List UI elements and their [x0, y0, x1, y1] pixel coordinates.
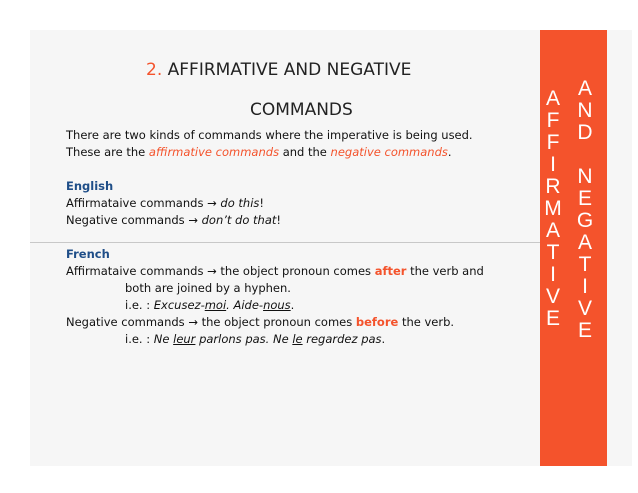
banner-letter: N — [577, 99, 593, 122]
example-2c: parlons pas. Ne — [195, 332, 293, 346]
french-aff-example — [66, 297, 526, 314]
french-affirmative-line — [66, 263, 526, 280]
example-1c: . Aide- — [226, 298, 264, 312]
english-negative-line — [66, 212, 526, 229]
intro-end: . — [447, 145, 452, 159]
arrow-icon: → — [188, 213, 198, 227]
banner-letter: G — [576, 209, 594, 232]
arrow-icon: → — [188, 315, 198, 329]
banner-letter: I — [550, 263, 556, 286]
banner-letter: A — [545, 87, 560, 110]
english-aff-example: do this — [216, 196, 260, 210]
english-aff-label: Affirmataive commands — [66, 196, 208, 210]
example-1a: Excusez- — [153, 298, 205, 312]
affirmative-term: affirmative commands — [148, 145, 280, 159]
english-aff-end: ! — [259, 196, 265, 210]
french-aff-ie: i.e. : — [125, 298, 154, 312]
example-2b: leur — [173, 332, 196, 346]
negative-term: negative commands — [330, 145, 448, 159]
banner-letter: V — [545, 285, 560, 308]
slide-body — [66, 127, 526, 348]
french-neg-label: Negative commands — [66, 315, 189, 329]
arrow-icon: → — [207, 264, 217, 278]
banner-letter: F — [546, 131, 560, 154]
banner-letter: A — [545, 219, 560, 242]
banner-letter: M — [544, 197, 562, 220]
example-2a: Ne — [153, 332, 174, 346]
banner-word-affirmative — [543, 88, 563, 330]
banner-letter: T — [546, 241, 560, 264]
arrow-icon: → — [207, 196, 217, 210]
banner-letter: V — [577, 297, 592, 320]
page-title — [60, 50, 530, 130]
french-aff-label: Affirmataive commands — [66, 264, 208, 278]
french-neg-text1: the object pronoun comes — [197, 315, 356, 329]
english-affirmative-line — [66, 195, 526, 212]
title-number: 2. — [146, 60, 163, 80]
title-line2: COMMANDS — [250, 100, 353, 120]
example-2e: regardez pas — [302, 332, 382, 346]
english-neg-example: don’t do that — [197, 213, 277, 227]
example-1b: moi — [204, 298, 227, 312]
english-neg-label: Negative commands — [66, 213, 189, 227]
example-2f: . — [381, 332, 386, 346]
banner-letter: F — [546, 109, 560, 132]
french-aff-text1: the object pronoun comes — [216, 264, 375, 278]
banner-letter: E — [577, 319, 592, 342]
french-neg-ie: i.e. : — [125, 332, 154, 346]
banner-letter: A — [577, 231, 592, 254]
banner-letter: R — [545, 175, 561, 198]
intro-text: These are the — [66, 145, 149, 159]
banner-letter: A — [577, 77, 592, 100]
french-aff-line2: both are joined by a hyphen. — [125, 281, 291, 295]
example-2d: le — [292, 332, 303, 346]
banner-letter: E — [577, 187, 592, 210]
french-aff-text2: the verb and — [406, 264, 484, 278]
banner-letter: T — [578, 253, 592, 276]
french-neg-example — [66, 331, 526, 348]
english-neg-end: ! — [276, 213, 282, 227]
french-heading: French — [66, 247, 110, 261]
french-neg-text2: the verb. — [398, 315, 455, 329]
banner-letter: D — [577, 121, 593, 144]
before-keyword: before — [355, 315, 399, 329]
intro-and: and the — [279, 145, 331, 159]
example-1d: nous — [263, 298, 291, 312]
intro-line2 — [66, 144, 526, 161]
title-line1: AFFIRMATIVE AND NEGATIVE — [167, 60, 412, 80]
banner-letter: I — [582, 275, 588, 298]
intro-line1: There are two kinds of commands where the imperative is being used. — [66, 128, 473, 142]
french-negative-line — [66, 314, 526, 331]
after-keyword: after — [374, 264, 407, 278]
banner-letter: I — [550, 153, 556, 176]
english-heading: English — [66, 179, 114, 193]
banner-word-and-negative — [575, 78, 595, 342]
banner-letter: N — [577, 165, 593, 188]
banner-letter: E — [545, 307, 560, 330]
example-1e: . — [290, 298, 295, 312]
